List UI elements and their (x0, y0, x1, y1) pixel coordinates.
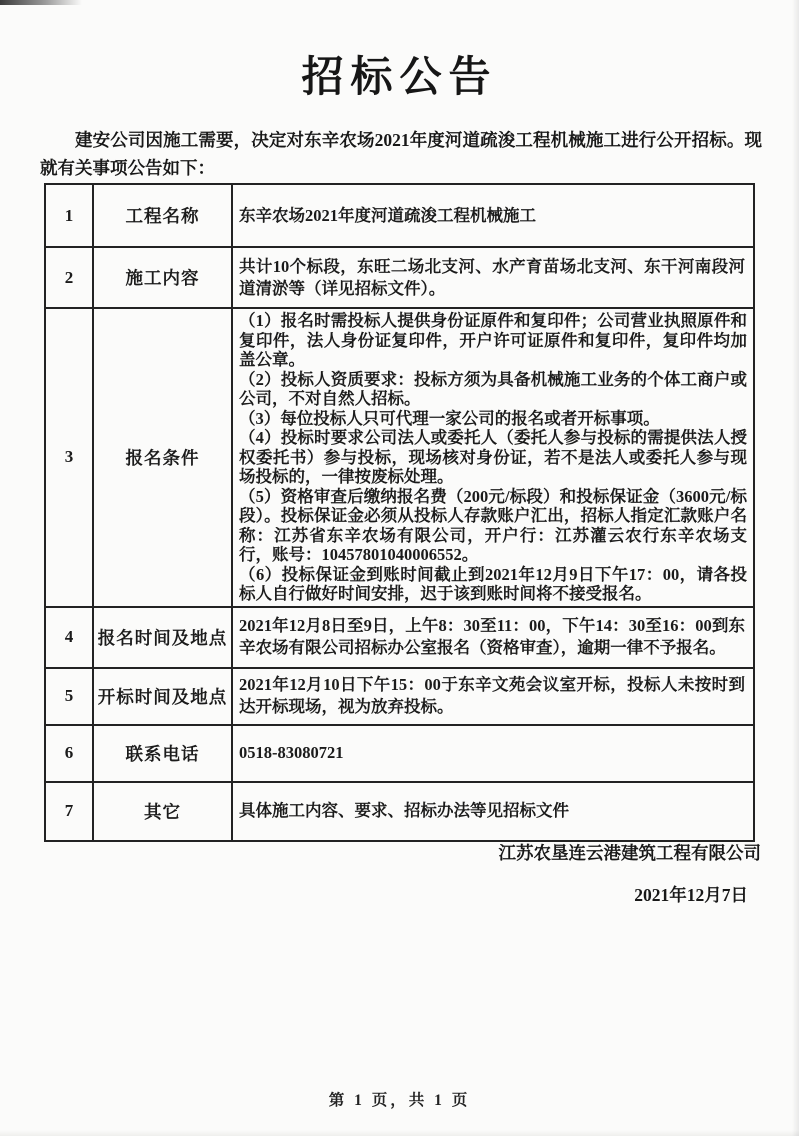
signature-date: 2021年12月7日 (634, 885, 748, 905)
row-number-cell: 4 (45, 607, 93, 668)
condition-item: （4）投标时要求公司法人或委托人（委托人参与投标的需提供法人授权委托书）参与投标，现场核对身份证，若不是法人或委托人参与现场投标的，一律按废标处理。 (239, 428, 747, 486)
row-content-cell: 2021年12月10日下午15：00于东辛文苑会议室开标，投标人未按时到达开标现场，视为放弃投标。 (232, 668, 754, 725)
table-row (45, 725, 754, 782)
condition-item: （1）报名时需投标人提供身份证原件和复印件；公司营业执照原件和复印件，法人身份证复印件，开户许可证原件和复印件，复印件均加盖公章。 (239, 311, 747, 369)
scan-artifact-top-left (0, 0, 82, 5)
scan-shadow-right (792, 0, 799, 1136)
table-row (45, 607, 754, 668)
condition-item: （2）投标人资质要求：投标方须为具备机械施工业务的个体工商户或公司，不对自然人招标。 (239, 369, 747, 408)
row-number-cell: 7 (45, 782, 93, 841)
row-content-cell: 共计10个标段，东旺二场北支河、水产育苗场北支河、东干河南段河道清淤等（详见招标文件）。 (232, 247, 754, 308)
row-label-cell: 其它 (93, 782, 232, 841)
row-content-cell: 东辛农场2021年度河道疏浚工程机械施工 (232, 184, 754, 247)
condition-item: （5）资格审查后缴纳报名费（200元/标段）和投标保证金（3600元/标段）。投标保证金必须从投标人存款账户汇出，招标人指定汇款账户名称：江苏省东辛农场有限公司，开户行：江苏灌云农行东辛农场支行，账号：10457801040006552。 (239, 486, 747, 564)
row-number-cell: 6 (45, 725, 93, 782)
row-number-cell: 1 (45, 184, 93, 247)
row-label-cell: 报名条件 (93, 308, 232, 607)
table-row (45, 782, 754, 841)
row-label-cell: 工程名称 (93, 184, 232, 247)
row-content-cell: 2021年12月8日至9日，上午8：30至11：00，下午14：30至16：00到东辛农场有限公司招标办公室报名（资格审查），逾期一律不予报名。 (232, 607, 754, 668)
row-number-cell: 5 (45, 668, 93, 725)
row-content-cell: 具体施工内容、要求、招标办法等见招标文件 (232, 782, 754, 841)
page-number-footer: 第 1 页，共 1 页 (328, 1092, 471, 1109)
intro-paragraph: 建安公司因施工需要，决定对东辛农场2021年度河道疏浚工程机械施工进行公开招标。现就有关事项公告如下： (40, 130, 762, 179)
row-content-cell: 0518-83080721 (232, 725, 754, 782)
row-label-cell: 联系电话 (93, 725, 232, 782)
signature-block (499, 840, 762, 907)
condition-item: （3）每位投标人只可代理一家公司的报名或者开标事项。 (239, 408, 660, 428)
table-row (45, 668, 754, 725)
row-content-cell (232, 308, 754, 607)
row-number-cell: 3 (45, 308, 93, 607)
announcement-table (44, 183, 755, 842)
signature-company: 江苏农垦连云港建筑工程有限公司 (498, 843, 761, 863)
table-row (45, 247, 754, 308)
row-label-cell: 开标时间及地点 (93, 668, 232, 725)
page-title: 招标公告 (301, 55, 498, 101)
scan-shadow-bottom (0, 1130, 799, 1136)
condition-item: （6）投标保证金到账时间截止到2021年12月9日下午17：00，请各投标人自行做好时间安排，迟于该到账时间将不接受报名。 (239, 564, 747, 603)
row-label-cell: 报名时间及地点 (93, 607, 232, 668)
row-number-cell: 2 (45, 247, 93, 308)
table-row (45, 184, 754, 247)
row-label-cell: 施工内容 (93, 247, 232, 308)
table-row (45, 308, 754, 607)
